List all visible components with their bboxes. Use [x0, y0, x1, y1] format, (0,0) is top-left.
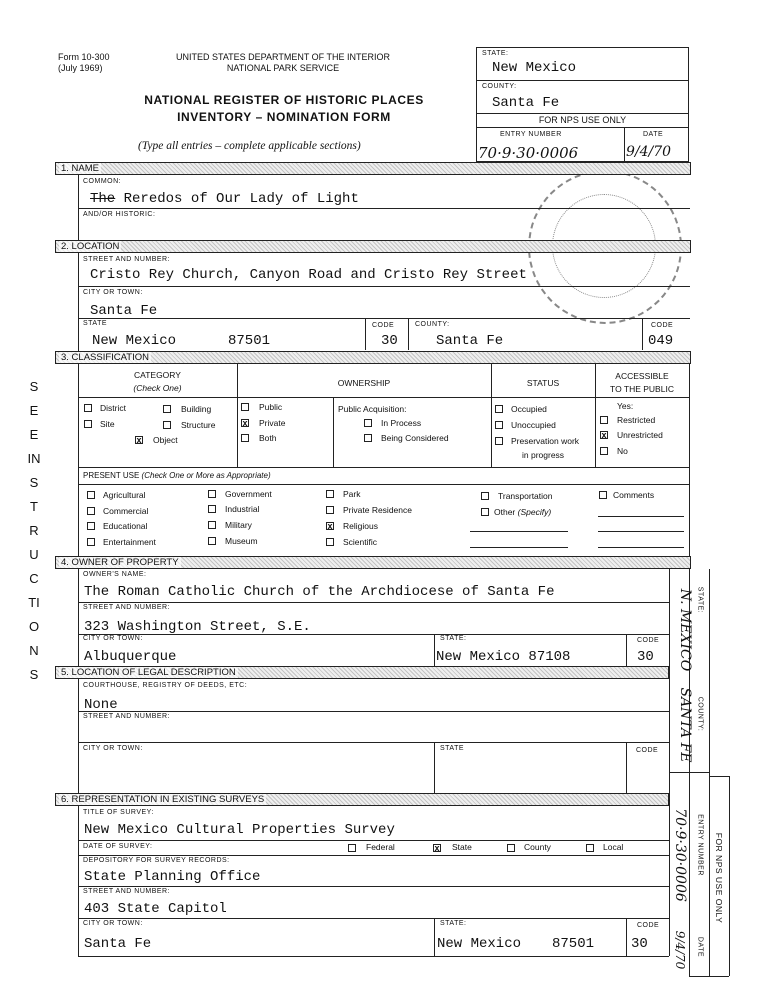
unoccupied-checkbox[interactable] [495, 421, 503, 429]
entertainment-label: Entertainment [103, 537, 156, 547]
owner-state-label: STATE: [440, 635, 467, 642]
other-checkbox[interactable] [481, 508, 489, 516]
survey-state-label: STATE: [440, 920, 467, 927]
location-county-label: COUNTY: [415, 321, 450, 328]
site-label: Site [100, 419, 115, 429]
occupied-checkbox[interactable] [495, 405, 503, 413]
religious-label: Religious [343, 521, 378, 531]
state-label: STATE: [482, 50, 509, 57]
commercial-checkbox[interactable] [87, 507, 95, 515]
in-process-label: In Process [381, 418, 422, 428]
section-6-header: 6. REPRESENTATION IN EXISTING SURVEYS [55, 793, 669, 806]
survey-street-label: STREET AND NUMBER: [83, 888, 171, 895]
private-residence-checkbox[interactable] [326, 506, 334, 514]
survey-street: 403 State Capitol [84, 901, 227, 917]
unoccupied-label: Unoccupied [511, 420, 556, 430]
date-handwritten: 9/4/70 [626, 144, 672, 160]
section-4-header: 4. OWNER OF PROPERTY [55, 556, 691, 569]
check-one-note: (Check One) [133, 383, 182, 393]
accessible-heading: ACCESSIBLE TO THE PUBLIC [610, 371, 674, 394]
county-code-label: CODE [651, 322, 674, 329]
instructions-note: (Type all entries – complete applicable sections) [138, 140, 361, 152]
legal-code-label: CODE [636, 747, 659, 754]
scientific-label: Scientific [343, 537, 378, 547]
nps-use-label: FOR NPS USE ONLY [538, 115, 627, 125]
public-checkbox[interactable] [241, 403, 249, 411]
comments-label: Comments [613, 490, 655, 500]
religious-checkbox-checked[interactable]: x [327, 521, 333, 531]
private-label: Private [259, 418, 286, 428]
owner-city-label: CITY OR TOWN: [83, 635, 143, 642]
military-label: Military [225, 520, 252, 530]
legal-city-label: CITY OR TOWN: [83, 745, 143, 752]
location-state: New Mexico [92, 333, 177, 349]
status-heading: STATUS [526, 378, 560, 388]
both-label: Both [259, 433, 277, 443]
strip-nps-use-label: FOR NPS USE ONLY [714, 832, 724, 924]
depository-label: DEPOSITORY FOR SURVEY RECORDS: [83, 857, 230, 864]
county-value: Santa Fe [492, 95, 560, 111]
government-checkbox[interactable] [208, 490, 216, 498]
unrestricted-label: Unrestricted [617, 430, 663, 440]
site-checkbox[interactable] [84, 420, 92, 428]
park-checkbox[interactable] [326, 490, 334, 498]
government-label: Government [225, 489, 272, 499]
section-5-header: 5. LOCATION OF LEGAL DESCRIPTION [55, 666, 669, 679]
private-residence-label: Private Residence [343, 505, 412, 515]
strip-date-handwritten: 9/4/70 [673, 930, 687, 970]
agricultural-label: Agricultural [103, 490, 146, 500]
survey-city-label: CITY OR TOWN: [83, 920, 143, 927]
preservation-checkbox[interactable] [495, 437, 503, 445]
yes-label: Yes: [617, 401, 634, 411]
courthouse-value: None [84, 697, 118, 713]
date-label: DATE [643, 131, 664, 138]
location-street-label: STREET AND NUMBER: [83, 256, 171, 263]
no-label: No [617, 446, 628, 456]
industrial-label: Industrial [225, 504, 260, 514]
other-label: Other (Specify) [494, 507, 552, 517]
depository-value: State Planning Office [84, 869, 261, 885]
county-survey-label: County [524, 842, 551, 852]
survey-date-label: DATE OF SURVEY: [83, 843, 153, 850]
being-considered-label: Being Considered [381, 433, 449, 443]
section-1-header: 1. NAME [55, 162, 691, 175]
transportation-checkbox[interactable] [481, 492, 489, 500]
survey-title: New Mexico Cultural Properties Survey [84, 822, 395, 838]
object-checkbox-checked[interactable]: x [136, 435, 142, 445]
structure-label: Structure [181, 420, 216, 430]
industrial-checkbox[interactable] [208, 505, 216, 513]
survey-title-label: TITLE OF SURVEY: [83, 809, 154, 816]
federal-checkbox[interactable] [348, 844, 356, 852]
being-considered-checkbox[interactable] [364, 434, 372, 442]
location-state-label: STATE [83, 320, 108, 327]
restricted-checkbox[interactable] [600, 416, 608, 424]
entry-number-label: ENTRY NUMBER [500, 131, 562, 138]
survey-zip: 87501 [552, 936, 595, 952]
scientific-checkbox[interactable] [326, 538, 334, 546]
common-name: The Reredos of Our Lady of Light [90, 191, 359, 207]
building-label: Building [181, 404, 212, 414]
transportation-label: Transportation [498, 491, 553, 501]
public-label: Public [259, 402, 283, 412]
owner-city: Albuquerque [84, 649, 177, 665]
museum-label: Museum [225, 536, 258, 546]
federal-label: Federal [366, 842, 395, 852]
restricted-label: Restricted [617, 415, 656, 425]
strip-county-handwritten: SANTA FE [677, 687, 693, 763]
district-checkbox[interactable] [84, 404, 92, 412]
state-code-label: CODE [372, 322, 395, 329]
in-progress-label: in progress [522, 450, 565, 460]
district-label: District [100, 403, 126, 413]
form-number: Form 10-300 (July 1969) [58, 52, 110, 73]
state-survey-checkbox-checked[interactable]: x [434, 843, 440, 853]
location-zip: 87501 [228, 333, 271, 349]
location-county: Santa Fe [436, 333, 504, 349]
survey-code-label: CODE [637, 922, 660, 929]
section-2-header: 2. LOCATION [55, 240, 691, 253]
local-survey-checkbox[interactable] [586, 844, 594, 852]
county-label: COUNTY: [482, 83, 517, 90]
occupied-label: Occupied [511, 404, 547, 414]
survey-code: 30 [631, 936, 648, 952]
location-street: Cristo Rey Church, Canyon Road and Cristo Rey Street [90, 267, 527, 283]
educational-label: Educational [103, 521, 148, 531]
owner-street-label: STREET AND NUMBER: [83, 604, 171, 611]
owner-street: 323 Washington Street, S.E. [84, 619, 311, 635]
owner-code: 30 [637, 649, 654, 665]
common-label: COMMON: [83, 178, 122, 185]
county-code: 049 [648, 333, 674, 349]
legal-street-label: STREET AND NUMBER: [83, 713, 171, 720]
entertainment-checkbox[interactable] [87, 538, 95, 546]
location-city: Santa Fe [90, 303, 158, 319]
building-checkbox[interactable] [163, 405, 171, 413]
military-checkbox[interactable] [208, 521, 216, 529]
strip-date-label: DATE [696, 936, 704, 958]
agricultural-checkbox[interactable] [87, 491, 95, 499]
section-3-header: 3. CLASSIFICATION [55, 351, 691, 364]
educational-checkbox[interactable] [87, 522, 95, 530]
owner-name: The Roman Catholic Church of the Archdiocese of Santa Fe [84, 584, 555, 600]
entry-number-handwritten: 70·9·30·0006 [478, 144, 579, 162]
survey-city: Santa Fe [84, 936, 152, 952]
park-label: Park [343, 489, 361, 499]
local-survey-label: Local [603, 842, 624, 852]
commercial-label: Commercial [103, 506, 149, 516]
unrestricted-checkbox-checked[interactable]: x [601, 430, 607, 440]
state-code: 30 [381, 333, 398, 349]
owner-code-label: CODE [637, 637, 660, 644]
survey-state: New Mexico [437, 936, 522, 952]
legal-state-label: STATE [440, 745, 465, 752]
in-process-checkbox[interactable] [364, 419, 372, 427]
historic-label: AND/OR HISTORIC: [83, 211, 156, 218]
owner-state: New Mexico 87108 [436, 649, 571, 665]
comments-checkbox[interactable] [599, 491, 607, 499]
strip-state-label: STATE: [696, 586, 704, 614]
agency-heading: UNITED STATES DEPARTMENT OF THE INTERIOR NATIONAL PARK SERVICE [175, 52, 391, 73]
no-checkbox[interactable] [600, 447, 608, 455]
strip-state-handwritten: N. MEXICO [677, 588, 693, 672]
state-survey-label: State [452, 842, 472, 852]
ownership-heading: OWNERSHIP [337, 378, 391, 388]
preservation-label: Preservation work [511, 436, 580, 446]
museum-checkbox[interactable] [208, 537, 216, 545]
object-label: Object [153, 435, 178, 445]
courthouse-label: COURTHOUSE, REGISTRY OF DEEDS, ETC: [83, 682, 248, 689]
see-instructions-side: SEE INSTRUCTIONS [27, 379, 41, 682]
present-use-heading: PRESENT USE (Check One or More as Appropriate) [83, 471, 271, 480]
location-city-label: CITY OR TOWN: [83, 289, 143, 296]
state-value: New Mexico [492, 60, 577, 76]
both-checkbox[interactable] [241, 434, 249, 442]
strip-county-label: COUNTY: [696, 696, 704, 732]
category-heading: CATEGORY [134, 370, 181, 380]
strip-entry-handwritten: 70·9·30·0006 [672, 808, 688, 902]
form-title: NATIONAL REGISTER OF HISTORIC PLACES INVENTORY – NOMINATION FORM [144, 93, 424, 124]
strip-entry-label: ENTRY NUMBER [696, 814, 704, 876]
public-acquisition-label: Public Acquisition: [338, 404, 407, 414]
private-checkbox-checked[interactable]: x [242, 418, 248, 428]
owner-name-label: OWNER'S NAME: [83, 571, 147, 578]
structure-checkbox[interactable] [163, 421, 171, 429]
county-survey-checkbox[interactable] [507, 844, 515, 852]
